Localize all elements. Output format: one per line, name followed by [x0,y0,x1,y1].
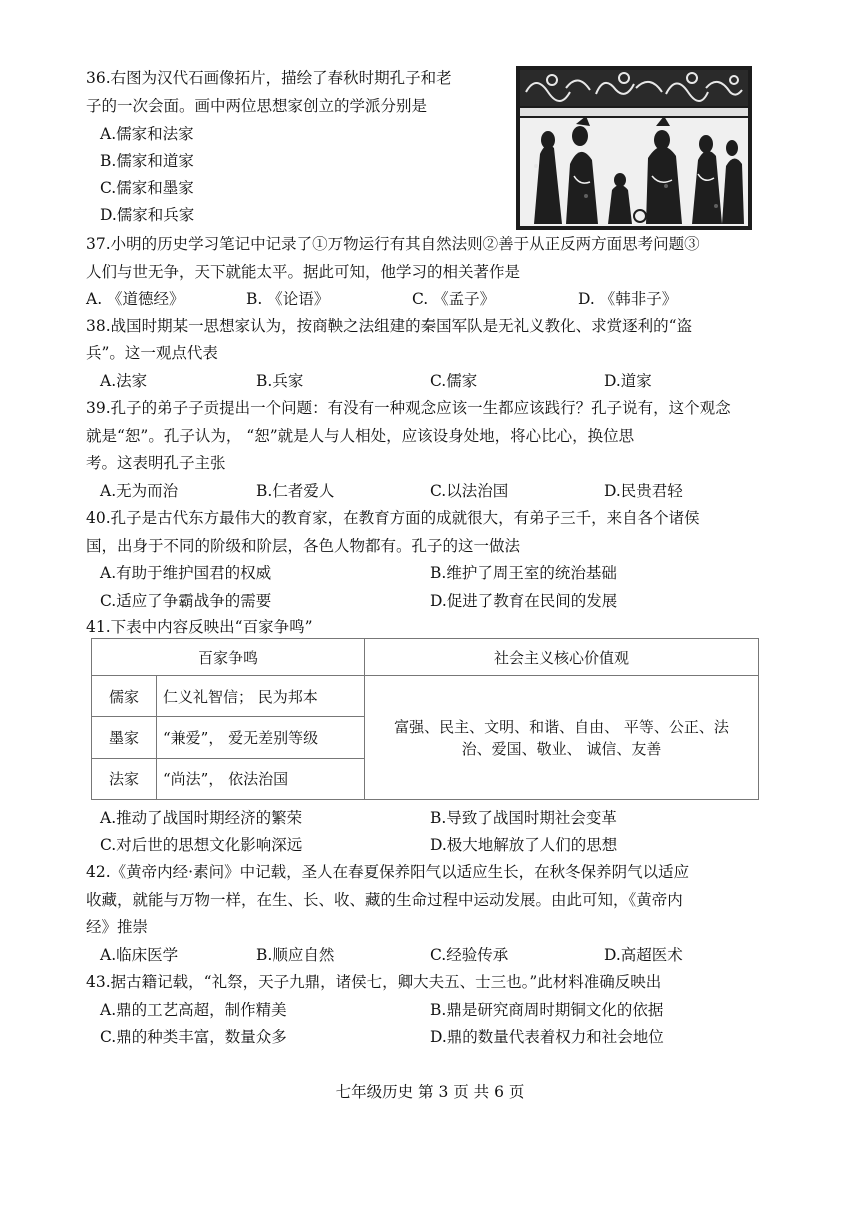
q42-stem-line2: 收藏，就能与万物一样，在生、长、收、藏的生命过程中运动发展。由此可知，《黄帝内 [86,891,683,909]
q43-option-c: C.鼎的种类丰富，数量众多 [100,1028,287,1046]
q39-stem-line3: 考。这表明孔子主张 [86,454,226,472]
q38-option-d: D.道家 [604,372,652,390]
q41-stem: 41.下表中内容反映出“百家争鸣” [86,618,313,636]
stone-relief-rubbing-image [516,66,752,230]
q42-option-d: D.高超医术 [604,946,683,964]
q41-option-c: C.对后世的思想文化影响深远 [100,836,303,854]
q37-stem-line1: 37.小明的历史学习笔记中记录了①万物运行有其自然法则②善于从正反两方面思考问题③ [86,235,700,253]
q42-option-b: B.顺应自然 [256,946,335,964]
comparison-table [91,638,759,800]
q36-option-a: A.儒家和法家 [100,125,194,143]
q39-stem-line2: 就是“恕”。孔子认为， “恕”就是人与人相处，应该设身处地，将心比心，换位思 [86,427,635,445]
q39-stem-line1: 39.孔子的弟子子贡提出一个问题：有没有一种观念应该一生都应该践行？孔子说有，这个观念 [86,399,731,417]
q42-stem-line1: 42.《黄帝内经·素问》中记载，圣人在春夏保养阳气以适应生长，在秋冬保养阴气以适应 [86,863,690,881]
q38-option-b: B.兵家 [256,372,304,390]
q37-stem-line2: 人们与世无争，天下就能太平。据此可知，他学习的相关著作是 [86,263,521,281]
q37-option-a: A. 《道德经》 [86,290,185,308]
q40-stem-line2: 国，出身于不同的阶级和阶层，各色人物都有。孔子的这一做法 [86,537,521,555]
q39-option-c: C.以法治国 [430,482,509,500]
q42-option-a: A.临床医学 [100,946,179,964]
table-school-legalism: 法家 [92,758,157,799]
q39-option-d: D.民贵君轻 [604,482,683,500]
q40-option-d: D.促进了教育在民间的发展 [430,592,618,610]
q38-option-a: A.法家 [100,372,148,390]
core-values-line2: 治、爱国、敬业、 诚信、友善 [461,739,662,758]
q43-option-b: B.鼎是研究商周时期铜文化的依据 [430,1001,664,1019]
q36-option-b: B.儒家和道家 [100,152,194,170]
q40-option-a: A.有助于维护国君的权威 [100,564,272,582]
table-school-confucianism: 儒家 [92,676,157,717]
q42-stem-line3: 经》推崇 [86,918,149,936]
q40-option-b: B.维护了周王室的统治基础 [430,564,617,582]
q36-option-c: C.儒家和墨家 [100,179,194,197]
q40-option-c: C.适应了争霸战争的需要 [100,592,272,610]
q38-stem-line2: 兵”。这一观点代表 [86,344,218,362]
q38-stem-line1: 38.战国时期某一思想家认为，按商鞅之法组建的秦国军队是无礼义教化、求赏逐利的“盗 [86,317,693,335]
q41-option-b: B.导致了战国时期社会变革 [430,809,617,827]
q37-option-d: D. 《韩非子》 [578,290,678,308]
q36-stem-line1: 36.右图为汉代石画像拓片，描绘了春秋时期孔子和老 [86,69,452,87]
q43-option-d: D.鼎的数量代表着权力和社会地位 [430,1028,664,1046]
core-values-line1: 富强、民主、文明、和谐、自由、 平等、公正、法 [394,717,729,736]
table-school-mohism: 墨家 [92,717,157,758]
q40-stem-line1: 40.孔子是古代东方最伟大的教育家，在教育方面的成就很大，有弟子三千，来自各个诸侯 [86,509,700,527]
q39-option-a: A.无为而治 [100,482,179,500]
q42-option-c: C.经验传承 [430,946,509,964]
q41-option-a: A.推动了战国时期经济的繁荣 [100,809,303,827]
page-footer: 七年级历史 第 3 页 共 6 页 [335,1083,525,1101]
q36-option-d: D.儒家和兵家 [100,206,195,224]
q43-stem: 43.据古籍记载，“礼祭，天子九鼎，诸侯七，卿大夫五、士三也。”此材料准确反映出 [86,973,662,991]
table-idea-confucianism: 仁义礼智信； 民为邦本 [157,676,365,717]
q39-option-b: B.仁者爱人 [256,482,335,500]
table-idea-legalism: “尚法”， 依法治国 [157,758,365,799]
q36-stem-line2: 子的一次会面。画中两位思想家创立的学派分别是 [86,97,428,115]
q38-option-c: C.儒家 [430,372,478,390]
stone-relief-rubbing-drawing [516,66,752,230]
table-core-values-cell [365,676,759,800]
q41-option-d: D.极大地解放了人们的思想 [430,836,618,854]
table-header-core-values: 社会主义核心价值观 [365,639,759,676]
q37-option-c: C. 《孟子》 [412,290,496,308]
table-idea-mohism: “兼爱”， 爱无差别等级 [157,717,365,758]
q43-option-a: A.鼎的工艺高超，制作精美 [100,1001,287,1019]
table-header-hundred-schools: 百家争鸣 [92,639,365,676]
q37-option-b: B. 《论语》 [246,290,330,308]
